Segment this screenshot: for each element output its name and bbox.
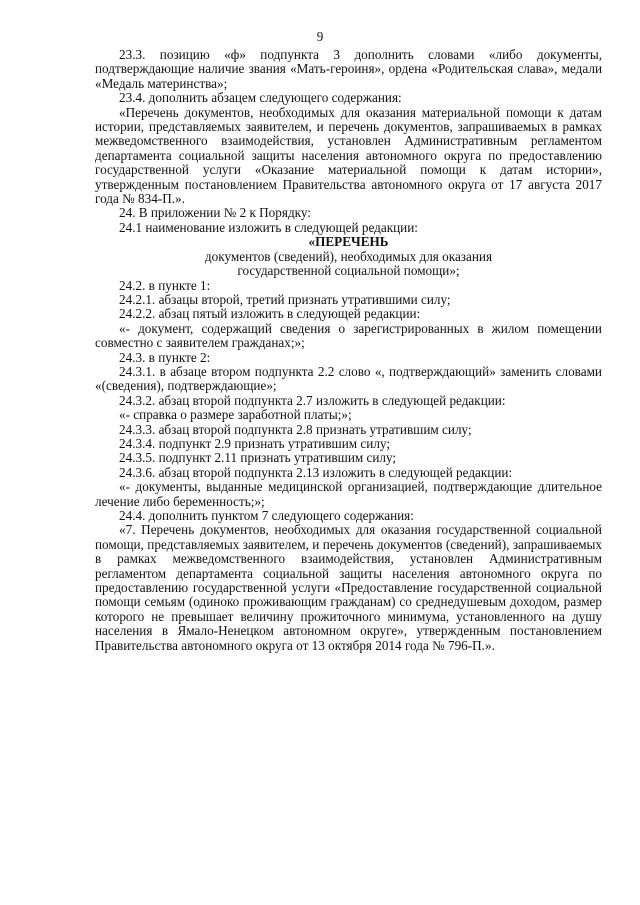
paragraph-23-4: 23.4. дополнить абзацем следующего содержания: <box>119 90 402 106</box>
page-number: 9 <box>316 29 324 44</box>
paragraph-24-2: 24.2. в пункте 1: <box>119 277 211 293</box>
paragraph-24-3-3: 24.3.3. абзац второй подпункта 2.8 признать утратившим силу; <box>119 421 472 437</box>
paragraph-24-2-2: 24.2.2. абзац пятый изложить в следующей редакции: <box>119 306 421 322</box>
heading-line-1: документов (сведений), необходимых для оказания <box>204 248 493 264</box>
paragraph-24-3-6: 24.3.6. абзац второй подпункта 2.13 изложить в следующей редакции: <box>119 464 513 480</box>
heading-title: «ПЕРЕЧЕНЬ <box>308 234 389 250</box>
paragraph-24-3-5: 24.3.5. подпункт 2.11 признать утратившим силу; <box>119 450 397 466</box>
paragraph-23-3: 23.3. позицию «ф» подпункта 3 дополнить словами «либо документы, подтверждающие наличие звания «Мать-героиня», ордена «Родительская слава», медали «Медаль материнства»; <box>95 47 602 91</box>
heading-line-2: государственной социальной помощи»; <box>237 263 460 279</box>
paragraph-quote-list: «Перечень документов, необходимых для оказания материальной помощи к датам истории, представляемых заявителем, и перечень документов, запрашиваемых в рамках межведомственного взаимодействия, установлен Административным регламентом департамента социальной защиты населения автономного округа по предоставлению государственной услуги «Оказание материальной помощи к датам истории», утвержденным постановлением Правительства автономного округа от 17 августа 2017 года № 834-П.». <box>95 104 602 207</box>
document-body <box>95 48 602 653</box>
paragraph-24-2-1: 24.2.1. абзацы второй, третий признать утратившими силу; <box>119 291 451 307</box>
paragraph-24-4: 24.4. дополнить пунктом 7 следующего содержания: <box>119 508 414 523</box>
paragraph-24: 24. В приложении № 2 к Порядку: <box>119 205 311 221</box>
paragraph-24-3-1: 24.3.1. в абзаце втором подпункта 2.2 слово «, подтверждающий» заменить словами «(сведения), подтверждающие»; <box>95 363 602 394</box>
paragraph-24-3-4: 24.3.4. подпункт 2.9 признать утратившим силу; <box>119 435 390 451</box>
paragraph-salary-certificate: «- справка о размере заработной платы;»; <box>119 407 352 423</box>
paragraph-item-7: «7. Перечень документов, необходимых для оказания государственной социальной помощи, представляемых заявителем, и перечень документов (сведений), запрашиваемых в рамках межведомственного взаимодействия, установлен Административным регламентом департамента социальной защиты населения автономного округа по предоставлению государственной услуги «Предоставление государственной социальной помощи семьям (одиноко проживающим гражданам) со среднедушевым доходом, размер которого не превышает величину прожиточного минимума, установленного на душу населения в Ямало-Ненецком автономном округе», утвержденным постановлением Правительства автономного округа от 13 октября 2014 года № 796-П.». <box>95 522 602 653</box>
paragraph-medical-documents: «- документы, выданные медицинской организацией, подтверждающие длительное лечение либо беременность;»; <box>95 479 602 509</box>
paragraph-24-3-2: 24.3.2. абзац второй подпункта 2.7 изложить в следующей редакции: <box>119 392 506 408</box>
paragraph-24-1: 24.1 наименование изложить в следующей редакции: <box>119 219 418 235</box>
paragraph-24-3: 24.3. в пункте 2: <box>119 349 211 365</box>
paragraph-document-registered: «- документ, содержащий сведения о зарегистрированных в жилом помещении совместно с заявителем гражданах;»; <box>95 320 602 351</box>
